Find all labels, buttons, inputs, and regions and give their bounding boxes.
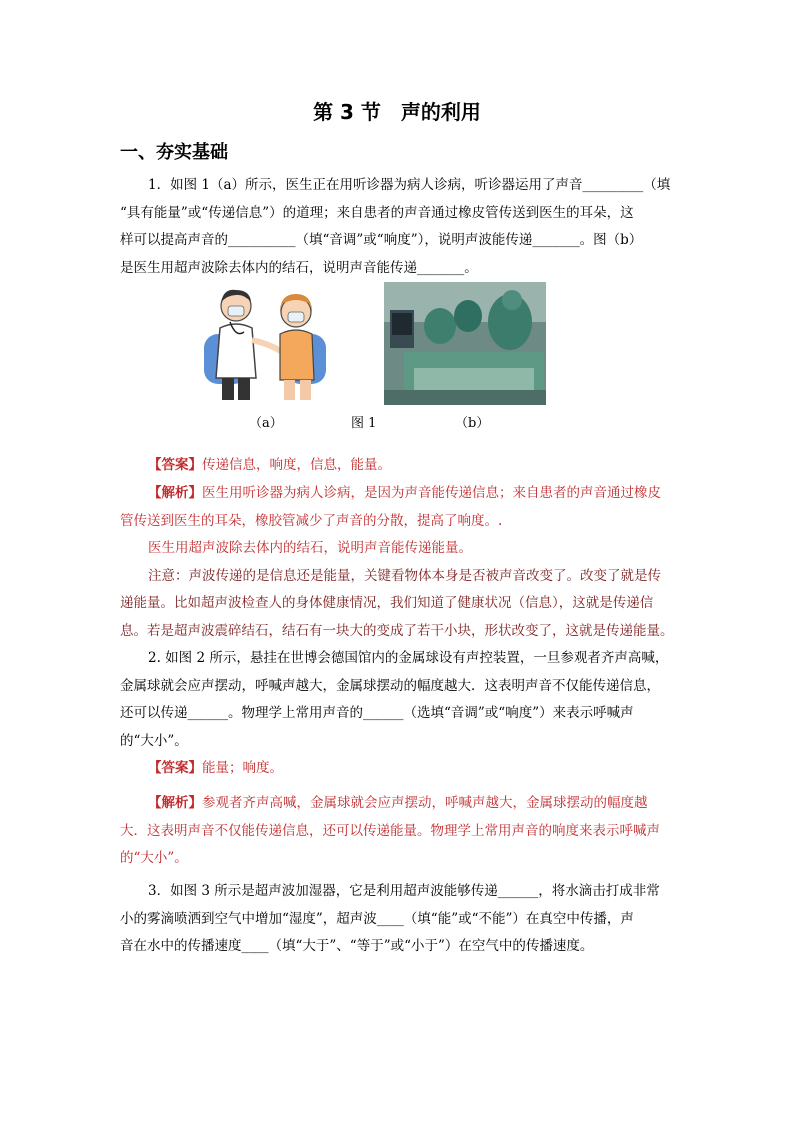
analysis-line-2: 大．这表明声音不仅能传递信息，还可以传递能量。物理学上常用声音的响度来表示呼喊声 xyxy=(120,822,660,839)
q3-line-1: 3．如图 3 所示是超声波加湿器，它是利用超声波能够传递______，将水滴击打成非常 xyxy=(148,883,660,899)
note-line-3: 息。若是超声波震碎结石，结石有一块大的变成了若干小块，形状改变了，这就是传递能量。 xyxy=(120,622,674,639)
q3-line-2: 小的雾滴喷洒到空气中增加“湿度”，超声波____（填“能”或“不能”）在真空中传播，声 xyxy=(120,910,634,927)
note-line-2: 递能量。比如超声波检查人的身体健康情况，我们知道了健康状况（信息），这就是传递信 xyxy=(120,595,654,611)
question-1 xyxy=(120,172,678,282)
analysis-line-2: 管传送到医生的耳朵，橡胶管减少了声音的分散，提高了响度。. xyxy=(120,512,503,529)
q1-line-3: 样可以提高声音的__________（填“音调”或“响度”），说明声波能传递_______。图（b） xyxy=(120,232,643,248)
figure-1a-doctor-illustration xyxy=(200,282,330,406)
q2-answer xyxy=(120,755,678,783)
answer-tag: 【答案】 xyxy=(148,457,202,473)
caption-a: （a） xyxy=(249,416,283,431)
q1-analysis xyxy=(120,480,678,645)
answer-tag: 【答案】 xyxy=(148,760,202,776)
page-title: 第 3 节 声的利用 xyxy=(313,100,481,124)
q1-line-2: “具有能量”或“传递信息”）的道理；来自患者的声音通过橡皮管传送到医生的耳朵，这 xyxy=(120,204,634,221)
caption-b: （b） xyxy=(455,416,490,431)
note-line-1: 注意：声波传递的是信息还是能量，关键看物体本身是否被声音改变了。改变了就是传 xyxy=(148,567,661,584)
question-2 xyxy=(120,645,678,755)
q1-answer xyxy=(120,452,678,480)
q2-line-2: 金属球就会应声摆动，呼喊声越大，金属球摆动的幅度越大．这表明声音不仅能传递信息， xyxy=(120,677,660,694)
analysis-line-1: 参观者齐声高喊，金属球就会应声摆动，呼喊声越大，金属球摆动的幅度越 xyxy=(202,795,648,811)
figure-1b-surgery-photo xyxy=(384,282,546,405)
q2-analysis xyxy=(120,790,678,873)
q2-line-3: 还可以传递______。物理学上常用声音的______（选填“音调”或“响度”）来表示呼喊声 xyxy=(120,705,634,721)
question-3 xyxy=(120,878,678,961)
analysis-line-3: 医生用超声波除去体内的结石，说明声音能传递能量。 xyxy=(148,540,472,556)
caption-figure-1: 图 1 xyxy=(351,416,377,431)
q2-line-4: 的“大小”。 xyxy=(120,732,188,749)
analysis-line-3: 的“大小”。 xyxy=(120,850,188,866)
analysis-tag: 【解析】 xyxy=(148,485,202,501)
q1-line-4: 是医生用超声波除去体内的结石，说明声音能传递_______。 xyxy=(120,259,478,276)
analysis-tag: 【解析】 xyxy=(148,795,202,811)
q3-line-3: 音在水中的传播速度____（填“大于”、“等于”或“小于”）在空气中的传播速度。 xyxy=(120,938,594,954)
answer-text: 传递信息，响度，信息，能量。 xyxy=(202,457,391,473)
answer-text: 能量；响度。 xyxy=(202,760,283,776)
q1-line-1: 1．如图 1（a）所示，医生正在用听诊器为病人诊病，听诊器运用了声音_________（填 xyxy=(148,177,671,193)
q2-line-1: 2. 如图 2 所示，悬挂在世博会德国馆内的金属球设有声控装置，一旦参观者齐声高喊， xyxy=(148,650,669,666)
section-heading: 一、夯实基础 xyxy=(120,142,228,163)
analysis-line-1: 医生用听诊器为病人诊病，是因为声音能传递信息；来自患者的声音通过橡皮 xyxy=(202,485,661,501)
